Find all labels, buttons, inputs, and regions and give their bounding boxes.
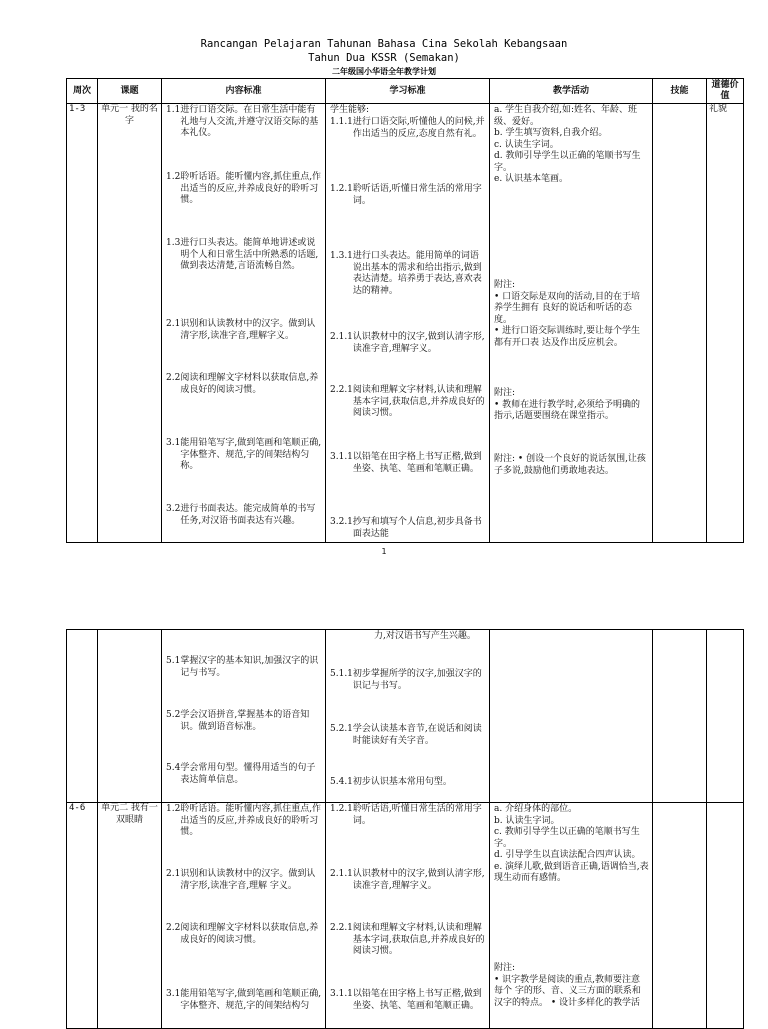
content-item: 1.3 进行口头表达。能简单地讲述或说明个人和日常生活中所熟悉的话题,做到表达清楚,言语流畅自然。 xyxy=(166,238,319,271)
standard-item: 3.1.1 以铅笔在田字格上书写正楷,做到坐姿、执笔、笔画和笔顺正确。 xyxy=(330,452,482,474)
activity-item: e. 认识基本笔画。 xyxy=(494,174,569,184)
standards-intro: 学生能够: xyxy=(330,105,370,115)
standard-item: 2.2.1 阅读和理解文字材料,认读和理解基本字词,获取信息,并养成良好的阅读习惯。 xyxy=(330,923,485,956)
col-header-activities: 教学活动 xyxy=(490,79,653,104)
learning-standard-cell xyxy=(326,803,490,1029)
note-text: • 口语交际是双向的活动,目的在于培养学生拥有 良好的说话和听话的态度。 xyxy=(494,291,641,325)
content-item: 1.1 进行口语交际。在日常生活中能有礼地与人交流,并遵守汉语交际的基本礼仪。 xyxy=(166,105,319,138)
plan-table-page1 xyxy=(66,78,744,543)
standard-item: 1.1.1 进行口语交际,听懂他人的问候,并作出适当的反应,态度自然有礼。 xyxy=(330,117,485,139)
note-label: 附注: xyxy=(494,280,516,290)
content-item: 1.2 聆听话语。能听懂内容,抓住重点,作出适当的反应,并养成良好的聆听习惯。 xyxy=(166,804,322,837)
content-standard-cell xyxy=(162,803,326,1029)
standard-item: 5.2.1 学会认读基本音节,在说话和阅读时能读好有关字音。 xyxy=(330,724,482,746)
moral-value-cell xyxy=(707,630,744,803)
note-block xyxy=(494,280,649,349)
note-block xyxy=(494,963,649,1009)
content-item: 5.2 学会汉语拼音,掌握基本的语音知识。做到语音标准。 xyxy=(166,710,310,732)
skills-cell xyxy=(653,104,707,543)
col-header-skills: 技能 xyxy=(653,79,707,104)
week-cell xyxy=(67,630,98,803)
col-header-learning-standard: 学习标准 xyxy=(326,79,490,104)
activities-cell xyxy=(490,104,653,543)
note-text: • 进行口语交际训练时,要让每个学生都有开口表 达及作出反应机会。 xyxy=(494,326,641,348)
activity-list xyxy=(494,105,649,186)
content-standard-cell xyxy=(162,630,326,803)
page-number: 1 xyxy=(381,547,387,556)
standard-item: 1.2.1 聆听话语,听懂日常生活的常用字词。 xyxy=(330,804,482,826)
table-row xyxy=(67,104,744,543)
moral-value-cell xyxy=(707,803,744,1029)
note-label: 附注: xyxy=(494,963,516,973)
activity-item: e. 演绎儿歌,做到语音正确,语调恰当,表现生动而有感情。 xyxy=(494,861,649,883)
week-cell: 4-6 xyxy=(67,803,98,1029)
skills-cell xyxy=(653,630,707,803)
activity-item: d. 引导学生以直读法配合四声认读。 xyxy=(494,850,641,860)
topic-cell xyxy=(98,630,162,803)
col-header-week: 周次 xyxy=(67,79,98,104)
content-item: 3.1 能用铅笔写字,做到笔画和笔顺正确,字体整齐、规范,字的间架结构匀 xyxy=(166,989,322,1011)
activity-item: b. 认读生字词。 xyxy=(494,815,560,826)
content-standard-cell xyxy=(162,104,326,543)
content-item: 3.2 进行书面表达。能完成简单的书写任务,对汉语书面表达有兴趣。 xyxy=(166,504,316,526)
note-block xyxy=(494,454,649,477)
learning-standard-cell xyxy=(326,630,490,803)
note-label: 附注: xyxy=(494,388,516,398)
standard-item: 5.1.1 初步掌握所学的汉字,加强汉字的识记与书写。 xyxy=(330,669,482,691)
standard-item: 5.4.1 初步认识基本常用句型。 xyxy=(330,777,452,787)
activity-list xyxy=(494,804,649,885)
table-row xyxy=(67,630,744,803)
standard-item: 1.2.1 聆听话语,听懂日常生活的常用字词。 xyxy=(330,184,482,206)
standard-continuation: 力,对汉语书写产生兴趣。 xyxy=(374,631,476,641)
content-item: 2.1 识别和认读教材中的汉字。做到认清字形,读准字音,理解字义。 xyxy=(166,319,316,341)
table-header-row xyxy=(67,79,744,104)
activity-item: a. 学生自我介绍,如:姓名、年龄、班级、爱好。 xyxy=(494,105,637,127)
learning-standard-cell xyxy=(326,104,490,543)
note-block xyxy=(494,388,649,423)
moral-value-cell: 礼貌 xyxy=(707,104,744,543)
note-text: • 识字教学是阅读的重点,教师要注意每个 字的形、音、义三方面的联系和汉字的特点。 • 设计多样化的教学活 xyxy=(494,974,641,1008)
activity-item: d. 教师引导学生以正确的笔顺书写生字。 xyxy=(494,151,641,173)
document-title: Rancangan Pelajaran Tahunan Bahasa Cina Sekolah Kebangsaan xyxy=(200,38,568,50)
week-cell: 1-3 xyxy=(67,104,98,543)
content-item: 5.1 掌握汉字的基本知识,加强汉字的识记与书写。 xyxy=(166,656,319,678)
document-subtitle: Tahun Dua KSSR (Semakan) xyxy=(308,52,460,64)
topic-cell: 单元一 我的名字 xyxy=(98,104,162,543)
table-row xyxy=(67,803,744,1029)
content-item: 2.2 阅读和理解文字材料以获取信息,养成良好的阅读习惯。 xyxy=(166,373,319,395)
standard-item: 1.3.1 进行口头表达。能用简单的词语说出基本的需求和给出指示,做到表达清楚。培养勇于表达,喜欢表达的精神。 xyxy=(330,251,482,296)
standard-item: 3.2.1 抄写和填写个人信息,初步具备书面表达能 xyxy=(330,517,482,539)
content-item: 2.1 识别和认读教材中的汉字。做到认清字形,读准字音,理解 字义。 xyxy=(166,869,316,891)
activity-item: b. 学生填写资料,自我介绍。 xyxy=(494,128,608,138)
document-chinese-title: 二年级国小华语全年教学计划 xyxy=(332,67,436,76)
standard-item: 2.1.1 认识教材中的汉字,做到认清字形,读准字音,理解字义。 xyxy=(330,332,485,354)
note-text: • 教师在进行教学时,必须给予明确的指示,话题要围绕在课堂指示。 xyxy=(494,399,641,421)
content-item: 1.2 聆听话语。能听懂内容,抓住重点,作出适当的反应,并养成良好的聆听习惯。 xyxy=(166,172,322,205)
plan-table-page2 xyxy=(66,629,744,1029)
content-item: 5.4 学会常用句型。懂得用适当的句子表达简单信息。 xyxy=(166,763,316,785)
content-item: 3.1 能用铅笔写字,做到笔画和笔顺正确,字体整齐、规范,字的间架结构匀称。 xyxy=(166,438,322,471)
standard-item: 3.1.1 以铅笔在田字格上书写正楷,做到坐姿、执笔、笔画和笔顺正确。 xyxy=(330,989,482,1011)
note-text: 附注: • 创设一个良好的说话氛围,让孩子多说,鼓励他们勇敢地表达。 xyxy=(494,454,646,476)
content-item: 2.2 阅读和理解文字材料以获取信息,养成良好的阅读习惯。 xyxy=(166,923,319,945)
col-header-topic: 课题 xyxy=(98,79,162,104)
standard-item: 2.1.1 认识教材中的汉字,做到认清字形,读准字音,理解字义。 xyxy=(330,869,485,891)
skills-cell xyxy=(653,803,707,1029)
col-header-moral-value: 道德价值 xyxy=(707,79,744,104)
activity-item: c. 认读生字词。 xyxy=(494,139,559,150)
standard-item: 2.2.1 阅读和理解文字材料,认读和理解基本字词,获取信息,并养成良好的阅读习惯。 xyxy=(330,385,485,418)
topic-cell: 单元二 我有一双眼睛 xyxy=(98,803,162,1029)
activities-cell xyxy=(490,630,653,803)
activity-item: a. 介绍身体的部位。 xyxy=(494,804,578,814)
activity-item: c. 教师引导学生以正确的笔顺书写生字。 xyxy=(494,827,640,849)
col-header-content-standard: 内容标准 xyxy=(162,79,326,104)
activities-cell xyxy=(490,803,653,1029)
